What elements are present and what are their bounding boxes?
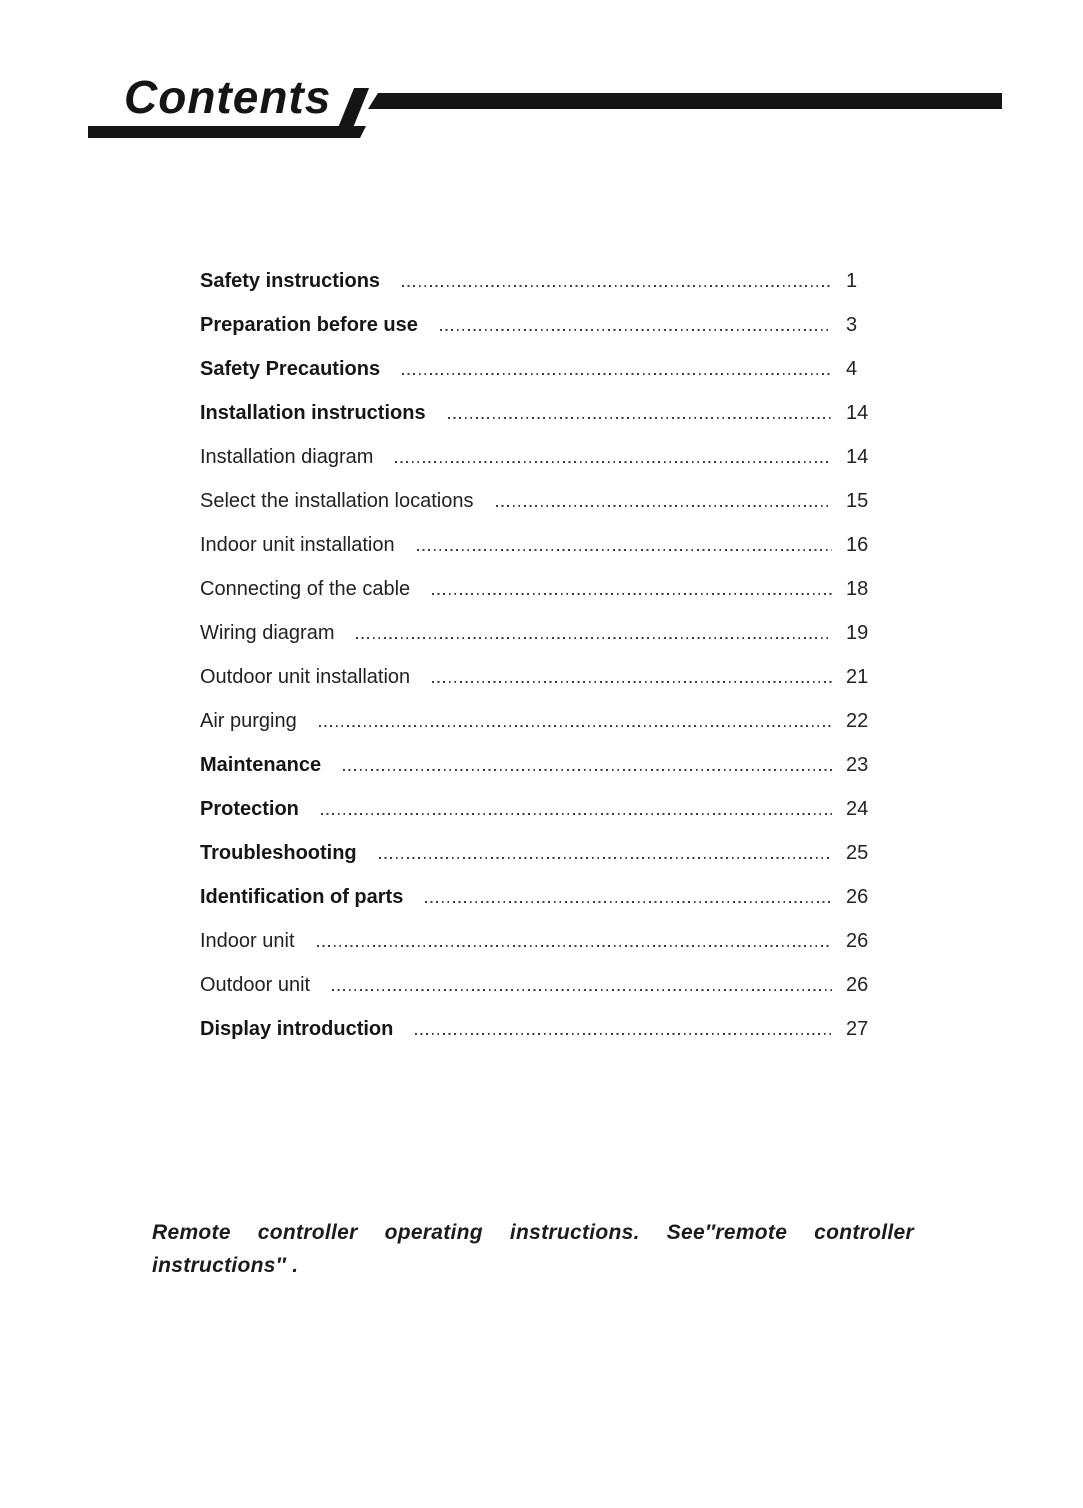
toc-entry-dotted-leader	[343, 769, 832, 771]
toc-list	[200, 259, 888, 1051]
toc-entry-dotted-leader	[417, 549, 832, 551]
toc-entry-label: Installation diagram	[200, 445, 374, 468]
toc-entry-label: Outdoor unit installation	[200, 665, 411, 688]
masthead-rule-bar	[368, 93, 1002, 109]
toc-entry-page: 26	[846, 929, 869, 952]
toc-entry	[200, 435, 888, 479]
toc-entry-dotted-leader	[440, 329, 832, 331]
toc-entry-dotted-leader	[319, 725, 832, 727]
toc-entry-label: Installation instructions	[200, 401, 426, 424]
masthead-underline-bar	[88, 126, 366, 138]
toc-entry-label: Identification of parts	[200, 885, 404, 908]
toc-entry-page: 14	[846, 445, 869, 468]
toc-entry-dotted-leader	[415, 1033, 832, 1035]
masthead-slash-decoration	[334, 88, 369, 138]
toc-entry-label: Safety Precautions	[200, 357, 381, 380]
toc-entry-dotted-leader	[395, 461, 832, 463]
toc-entry-label: Select the installation locations	[200, 489, 474, 512]
toc-entry-page: 14	[846, 401, 869, 424]
toc-entry-dotted-leader	[402, 285, 832, 287]
toc-entry	[200, 875, 888, 919]
toc-entry-label: Indoor unit	[200, 929, 295, 952]
toc-entry-dotted-leader	[432, 593, 832, 595]
toc-entry	[200, 347, 888, 391]
toc-entry-dotted-leader	[356, 637, 832, 639]
toc-entry	[200, 391, 888, 435]
toc-entry	[200, 743, 888, 787]
toc-entry-page: 21	[846, 665, 869, 688]
footer-note-line-2: instructions″ .	[152, 1254, 299, 1277]
footer-note-line-1: Remote controller operating instructions. See″remote controller	[152, 1221, 914, 1244]
toc-entry-label: Preparation before use	[200, 313, 418, 336]
toc-entry-page: 26	[846, 885, 869, 908]
toc-entry-page: 24	[846, 797, 869, 820]
toc-entry	[200, 523, 888, 567]
toc-entry-dotted-leader	[321, 813, 832, 815]
toc-entry-page: 15	[846, 489, 869, 512]
toc-entry	[200, 919, 888, 963]
toc-entry-label: Outdoor unit	[200, 973, 311, 996]
toc-entry-label: Protection	[200, 797, 299, 820]
toc-entry-dotted-leader	[496, 505, 833, 507]
toc-entry-page: 3	[846, 313, 858, 336]
toc-entry	[200, 259, 888, 303]
toc-entry-label: Troubleshooting	[200, 841, 357, 864]
toc-entry	[200, 479, 888, 523]
toc-entry	[200, 831, 888, 875]
toc-entry-dotted-leader	[402, 373, 832, 375]
toc-entry-dotted-leader	[432, 681, 832, 683]
toc-entry-dotted-leader	[317, 945, 832, 947]
footer-note	[152, 1216, 914, 1282]
masthead	[0, 0, 1083, 170]
toc-entry-page: 1	[846, 269, 858, 292]
toc-entry-page: 26	[846, 973, 869, 996]
toc-entry-page: 22	[846, 709, 869, 732]
toc-entry-dotted-leader	[332, 989, 832, 991]
toc-entry-label: Maintenance	[200, 753, 322, 776]
toc-entry	[200, 963, 888, 1007]
toc-entry	[200, 699, 888, 743]
toc-entry	[200, 787, 888, 831]
toc-entry-page: 25	[846, 841, 869, 864]
toc-entry-page: 27	[846, 1017, 869, 1040]
toc-entry-label: Air purging	[200, 709, 297, 732]
toc-entry-label: Safety instructions	[200, 269, 381, 292]
toc-entry	[200, 303, 888, 347]
toc-entry	[200, 1007, 888, 1051]
toc-entry-page: 18	[846, 577, 869, 600]
toc-entry	[200, 567, 888, 611]
toc-entry-page: 19	[846, 621, 869, 644]
toc-entry-dotted-leader	[448, 417, 832, 419]
toc-entry-page: 23	[846, 753, 869, 776]
toc-entry-label: Indoor unit installation	[200, 533, 395, 556]
toc-entry-dotted-leader	[379, 857, 832, 859]
toc-entry-label: Wiring diagram	[200, 621, 335, 644]
toc-entry-page: 4	[846, 357, 858, 380]
toc-entry-dotted-leader	[425, 901, 832, 903]
toc-entry	[200, 655, 888, 699]
toc-entry-label: Connecting of the cable	[200, 577, 411, 600]
toc-entry	[200, 611, 888, 655]
toc-entry-label: Display introduction	[200, 1017, 394, 1040]
toc-entry-page: 16	[846, 533, 869, 556]
page-title: Contents	[124, 71, 332, 123]
